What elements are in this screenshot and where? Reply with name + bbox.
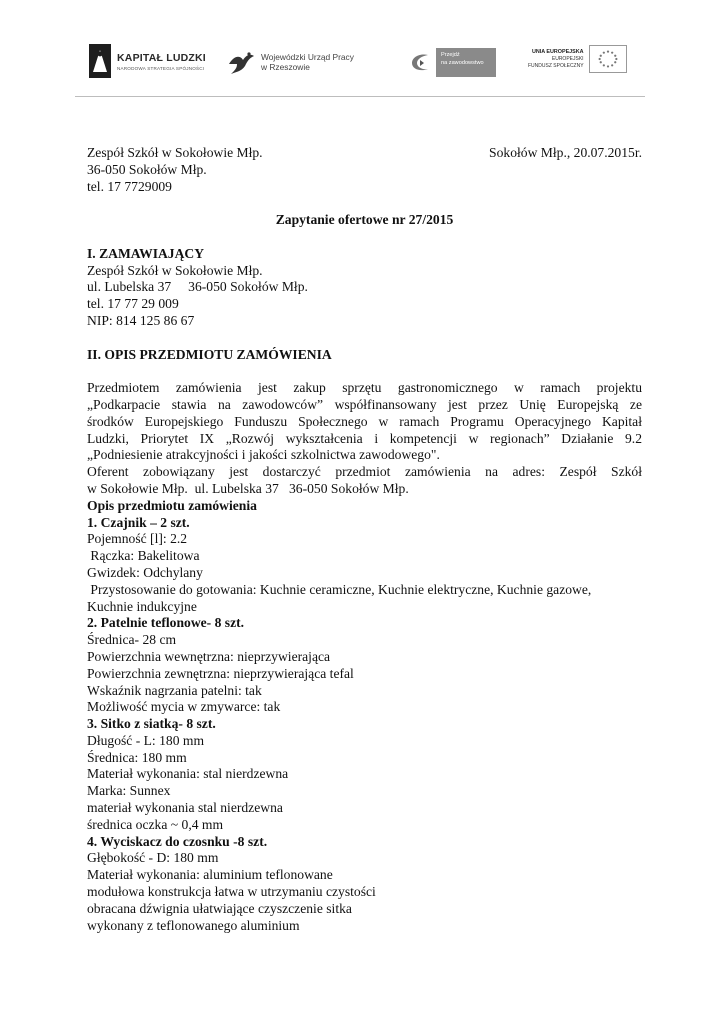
item-2	[87, 615, 642, 716]
logo4-line2: EUROPEJSKI	[551, 55, 584, 62]
item-line: Pojemność [l]: 2.2	[87, 531, 188, 547]
logo4-line1: UNIA EUROPEJSKA	[531, 48, 584, 55]
wup-logo	[227, 48, 354, 76]
item-line: materiał wykonania stal nierdzewna	[87, 800, 283, 816]
logo-header	[75, 38, 645, 94]
logo1-title: KAPITAŁ LUDZKI	[117, 51, 206, 64]
item-line: Średnica: 180 mm	[87, 749, 187, 765]
item-line: Rączka: Bakelitowa	[87, 548, 200, 564]
header-divider	[75, 96, 645, 97]
place-date: Sokołów Młp., 20.07.2015r.	[489, 145, 642, 160]
logo3-line2: na zawodowstwo	[441, 60, 484, 66]
item-1	[87, 515, 642, 616]
section1-line: Zespół Szkół w Sokołowie Młp.	[87, 262, 263, 278]
paragraph-line: w Sokołowie Młp. ul. Lubelska 37 36-050 Sokołów Młp.	[87, 480, 409, 496]
item-3	[87, 716, 642, 834]
pnz-box	[436, 48, 496, 77]
sender-name: Zespół Szkół w Sokołowie Młp.	[87, 145, 263, 160]
item-line: modułowa konstrukcja łatwa w utrzymaniu czystości	[87, 884, 376, 900]
document-body	[87, 145, 642, 934]
item-line: Kuchnie indukcyjne	[87, 598, 197, 614]
logo2-line1: Wojewódzki Urząd Pracy	[261, 52, 354, 62]
sender-row	[87, 145, 642, 162]
logo4-line3: FUNDUSZ SPOŁECZNY	[528, 62, 584, 69]
item-heading: 3. Sitko z siatką- 8 szt.	[87, 716, 216, 732]
item-heading: 1. Czajnik – 2 szt.	[87, 514, 190, 530]
item-line: Gwizdek: Odchylany	[87, 564, 203, 580]
item-line: Powierzchnia zewnętrzna: nieprzywierająca tefal	[87, 665, 354, 681]
item-line: Powierzchnia wewnętrzna: nieprzywierająca	[87, 648, 331, 664]
item-line: Możliwość mycia w zmywarce: tak	[87, 699, 281, 715]
section1-line: ul. Lubelska 37 36-050 Sokołów Młp.	[87, 279, 308, 295]
section2-heading: II. OPIS PRZEDMIOTU ZAMÓWIENIA	[87, 346, 332, 362]
item-heading: 2. Patelnie teflonowe- 8 szt.	[87, 615, 245, 631]
items-heading: Opis przedmiotu zamówienia	[87, 497, 257, 513]
item-line: Przystosowanie do gotowania: Kuchnie ceramiczne, Kuchnie elektryczne, Kuchnie gazowe,	[87, 581, 592, 597]
paragraph-2	[87, 464, 642, 498]
item-line: Marka: Sunnex	[87, 783, 171, 799]
sender-phone: tel. 17 7729009	[87, 178, 172, 194]
item-line: wykonany z teflonowanego aluminium	[87, 917, 300, 933]
kapital-ludzki-emblem-icon	[89, 44, 111, 78]
logo1-subtitle: NARODOWA STRATEGIA SPÓJNOŚCI	[117, 65, 205, 71]
eu-flag-icon	[589, 45, 627, 73]
item-line: Materiał wykonania: aluminium teflonowane	[87, 867, 333, 883]
item-line: Wskaźnik nagrzania patelni: tak	[87, 682, 262, 698]
document-title: Zapytanie ofertowe nr 27/2015	[275, 212, 454, 228]
sender-postal: 36-050 Sokołów Młp.	[87, 161, 207, 177]
paragraph-line: Przedmiotem zamówienia jest zakup sprzętu gastronomicznego w ramach projektu	[87, 380, 642, 396]
logo2-line2: w Rzeszowie	[261, 62, 310, 72]
item-line: Głębokość - D: 180 mm	[87, 850, 219, 866]
section1-line: NIP: 814 125 86 67	[87, 312, 195, 328]
item-line: Materiał wykonania: stal nierdzewna	[87, 766, 289, 782]
kapital-ludzki-logo	[89, 44, 206, 78]
section1-heading: I. ZAMAWIAJĄCY	[87, 245, 205, 261]
logo3-line1: Przejdź	[441, 52, 460, 58]
section1-line: tel. 17 77 29 009	[87, 296, 179, 312]
item-heading: 4. Wyciskacz do czosnku -8 szt.	[87, 833, 268, 849]
wup-bird-icon	[227, 48, 255, 76]
paragraph-line: „Podniesienie atrakcyjności i jakości szkolnictwa zawodowego".	[87, 447, 440, 463]
eu-logo	[528, 45, 627, 73]
paragraph-line: Oferent zobowiązany jest dostarczyć przedmiot zamówienia na adres: Zespół Szkół	[87, 464, 642, 480]
paragraph-line: „Podkarpacie stawia na zawodowców” współfinansowany jest przez Unię Europejską ze	[87, 396, 642, 412]
pnz-swirl-icon	[408, 49, 432, 77]
paragraph-line: Ludzki, Priorytet IX „Rozwój wykształcenia i kompetencji w regionach” Działanie 9.2	[87, 430, 642, 446]
item-line: obracana dźwignia ułatwiające czyszczenie sitka	[87, 900, 352, 916]
item-line: Średnica- 28 cm	[87, 632, 177, 648]
przejdz-na-zawodowstwo-logo	[408, 48, 496, 77]
item-line: średnica oczka ~ 0,4 mm	[87, 816, 224, 832]
item-line: Długość - L: 180 mm	[87, 732, 205, 748]
paragraph-1	[87, 380, 642, 464]
item-4	[87, 834, 642, 935]
paragraph-line: środków Europejskiego Funduszu Społecznego w ramach Programu Operacyjnego Kapitał	[87, 413, 642, 429]
